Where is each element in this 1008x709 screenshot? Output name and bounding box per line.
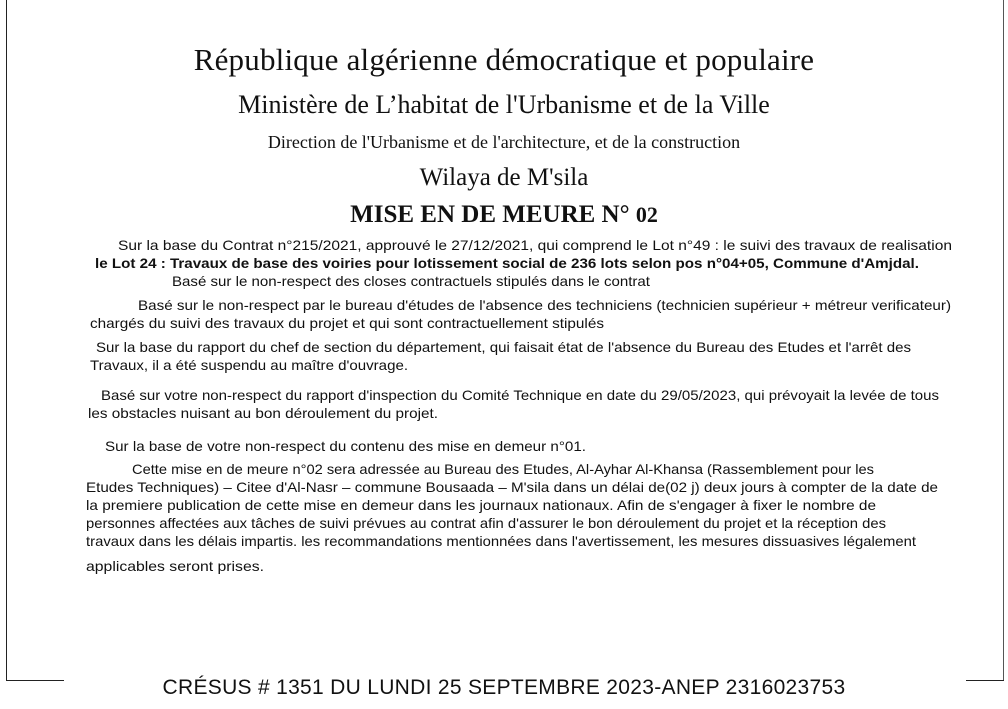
body-line: personnes affectées aux tâches de suivi prévues au contrat afin d'assurer le bon déroulement du projet et la réception des [86, 515, 886, 531]
body-line: Basé sur le non-respect par le bureau d'études de l'absence des techniciens (technicien supérieur + métreur verificateur) [138, 297, 952, 313]
body-line: applicables seront prises. [86, 558, 265, 574]
body-line: travaux dans les délais impartis. les recommandations mentionnées dans l'avertissement, les mesures dissuasives légalement [86, 533, 916, 549]
body-line: Basé sur votre non-respect du rapport d'inspection du Comité Technique en date du 29/05/2023, qui prévoyait la levée de tous [101, 387, 939, 403]
body-line: Etudes Techniques) – Citee d'Al-Nasr – commune Bousaada – M'sila dans un délai de(02 j) deux jours à compter de la date de [86, 479, 938, 495]
body-line: le Lot 24 : Travaux de base des voiries pour lotissement social de 236 lots selon pos n°04+05, Commune d'Amjdal. [95, 255, 919, 271]
body-line: Basé sur le non-respect des closes contractuels stipulés dans le contrat [172, 273, 650, 289]
publication-footer: CRÉSUS # 1351 DU LUNDI 25 SEPTEMBRE 2023-ANEP 2316023753 [162, 676, 846, 699]
body-line: Sur la base du rapport du chef de section du département, qui faisait état de l'absence du Bureau des Etudes et l'arrêt des [96, 339, 912, 355]
body-line: les obstacles nuisant au bon déroulement du projet. [88, 405, 438, 421]
body-line: Sur la base de votre non-respect du contenu des mise en demeur n°01. [105, 438, 586, 454]
body-line: chargés du suivi des travaux du projet et qui sont contractuellement stipulés [90, 315, 604, 331]
notice-number: 02 [635, 202, 658, 227]
body-line: Sur la base du Contrat n°215/2021, approuvé le 27/12/2021, qui comprend le Lot n°49 : le suivi des travaux de realisation [118, 237, 952, 253]
body-line: la premiere publication de cette mise en demeur dans les journaux nationaux. Afin de s'engager à fixer le nombre de [86, 497, 877, 513]
notice-title [0, 201, 1008, 229]
body-line: Cette mise en de meure n°02 sera adressée au Bureau des Etudes, Al-Ayhar Al-Khansa (Rassemblement pour les [132, 461, 875, 477]
header-wilaya: Wilaya de M'sila [419, 164, 589, 191]
header-ministry: Ministère de L’habitat de l'Urbanisme et de la Ville [238, 90, 770, 119]
header-direction: Direction de l'Urbanisme et de l'architecture, et de la construction [267, 132, 741, 152]
header-republic: République algérienne démocratique et populaire [193, 42, 815, 77]
notice-title-text: MISE EN DE MEURE N° [350, 201, 630, 228]
body-line: Travaux, il a été suspendu au maître d'ouvrage. [90, 357, 409, 373]
